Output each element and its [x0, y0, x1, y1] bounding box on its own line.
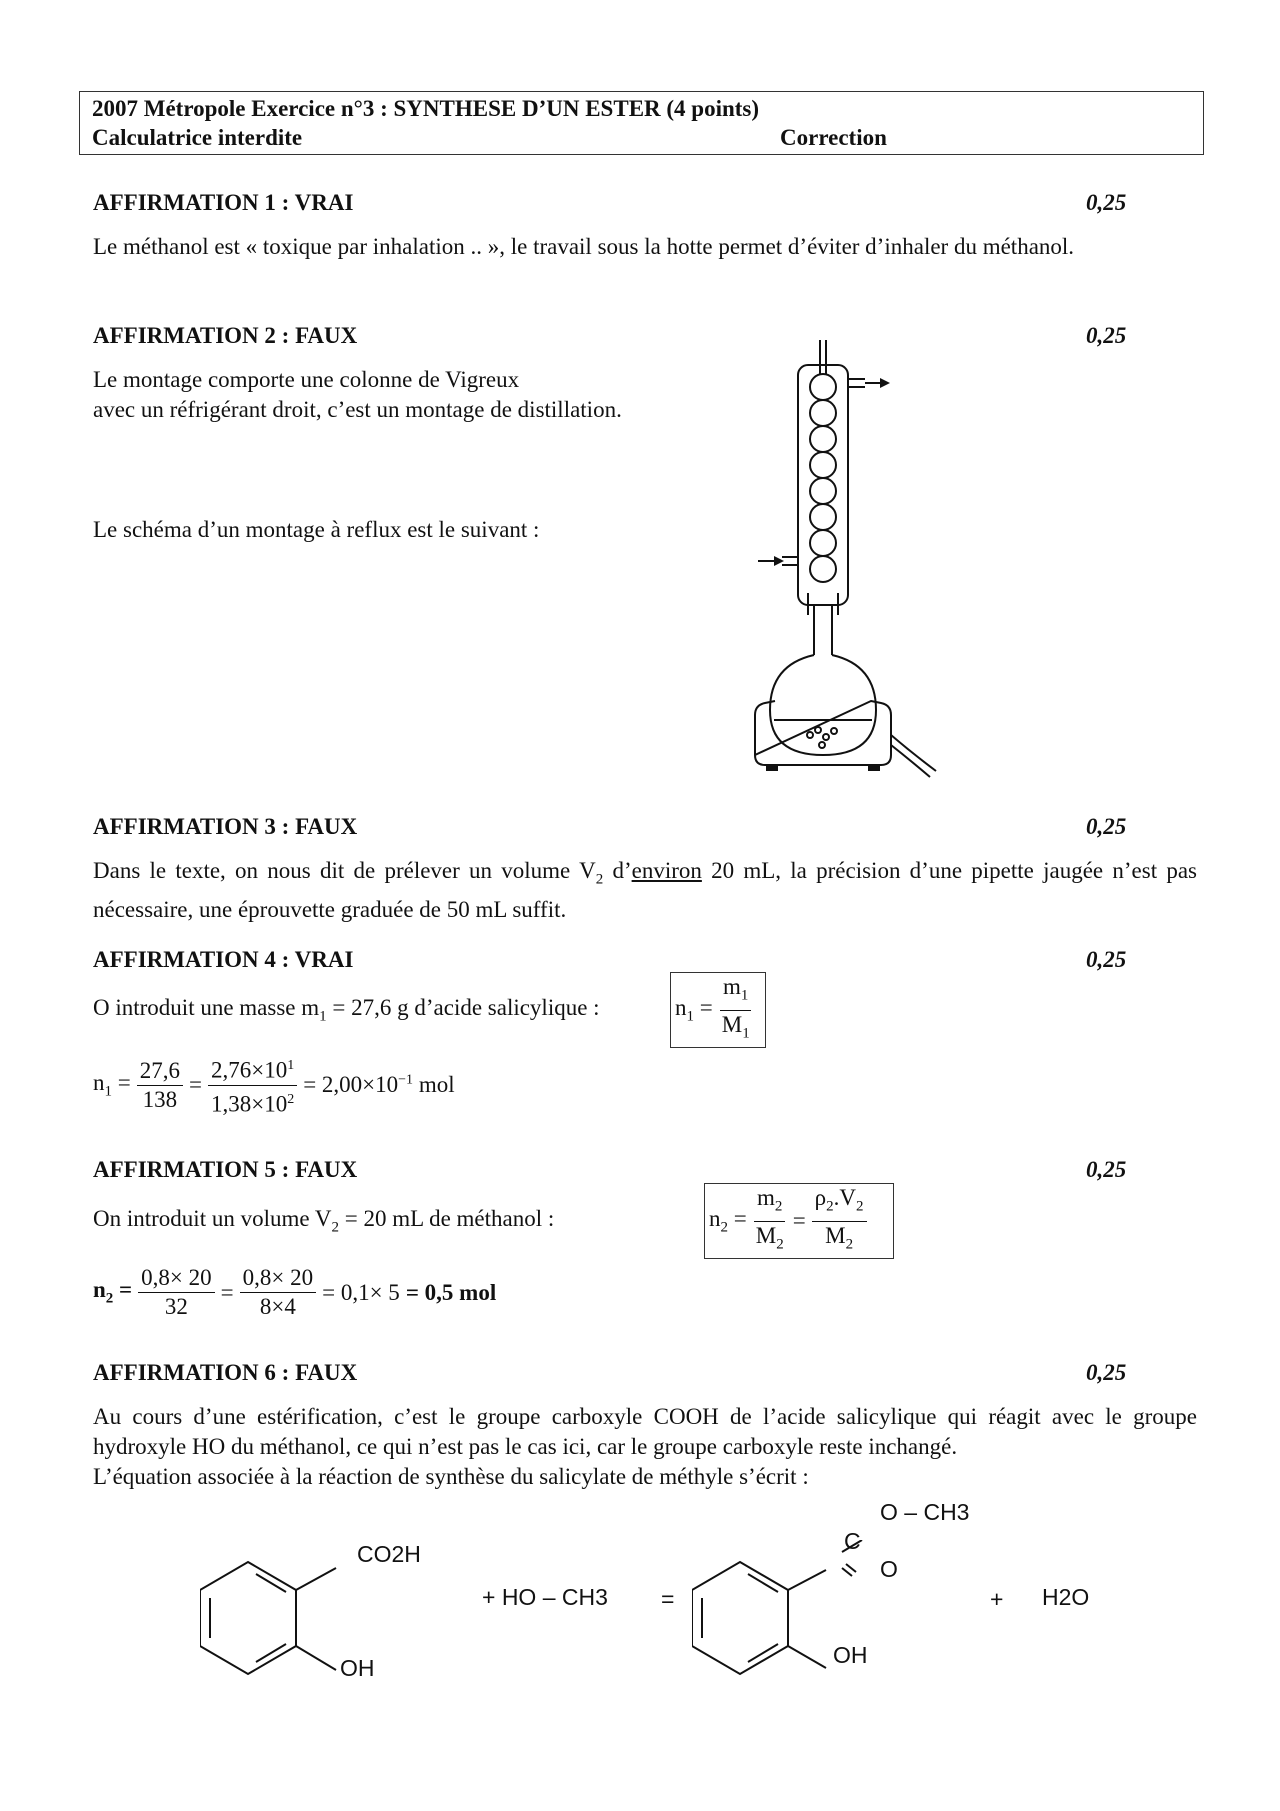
section-4-formula-box: $n_1$ = $\frac{m_1}{M_1}$: [670, 972, 766, 1048]
reflux-apparatus-diagram: [740, 335, 940, 780]
section-6-text2: L’équation associée à la réaction de synthèse du salicylate de méthyle s’écrit :: [93, 1464, 809, 1489]
section-1-text: Le méthanol est « toxique par inhalation .. », le travail sous la hotte permet d’éviter d’inhaler du méthanol.: [93, 234, 1075, 259]
section-5-formula-box: $n_2$ = $\frac{m_2}{M_2}$ = $\frac{\rho_2.V_2}{M_2}$: [704, 1183, 894, 1259]
section-4-heading: AFFIRMATION 4 : VRAI: [93, 947, 354, 972]
reactant1-oh: OH: [340, 1655, 375, 1681]
header-correction: Correction: [780, 125, 887, 150]
section-2-reflux-text: Le schéma d’un montage à reflux est le suivant :: [93, 517, 540, 542]
section-6-score: 0,25: [1086, 1360, 1127, 1385]
section-4-calculation: $n_1$ = $\frac{27,6}{138}$ = $\frac{2,76\times 10^1}{1,38\times 10^2}$ = $2,00\times 10^{-1}$ mol: [93, 1052, 455, 1118]
section-4-intro: O introduit une masse $m_1 = 27,6$ g d’acide salicylique :: [93, 995, 600, 1025]
section-2-score: 0,25: [1086, 323, 1127, 348]
section-2-line2: avec un réfrigérant droit, c’est un montage de distillation.: [93, 397, 622, 422]
section-2-heading: AFFIRMATION 2 : FAUX: [93, 323, 358, 348]
equation-equals: =: [661, 1586, 675, 1612]
header-box: [79, 91, 1204, 155]
salicylic-acid-ring: [200, 1560, 340, 1680]
product-carbonyl-o: O: [880, 1556, 898, 1582]
reactant2-methanol: + HO – CH3: [482, 1584, 608, 1610]
section-5-intro: On introduit un volume $V_2 = 20$ mL de méthanol :: [93, 1206, 555, 1236]
section-3-heading: AFFIRMATION 3 : FAUX: [93, 814, 358, 839]
product-o-ch3: O – CH3: [880, 1499, 970, 1525]
product-oh: OH: [833, 1642, 868, 1668]
header-title: 2007 Métropole Exercice n°3 : SYNTHESE D’UN ESTER (4 points): [92, 96, 760, 121]
reactant1-co2h: CO2H: [357, 1541, 421, 1567]
section-5-heading: AFFIRMATION 5 : FAUX: [93, 1157, 358, 1182]
product-water: H2O: [1042, 1584, 1090, 1610]
section-1-score: 0,25: [1086, 190, 1127, 215]
section-6-heading: AFFIRMATION 6 : FAUX: [93, 1360, 358, 1385]
section-1-heading: AFFIRMATION 1 : VRAI: [93, 190, 354, 215]
section-3-text: Dans le texte, on nous dit de prélever un volume $V_2$ d’environ 20 mL, la précision d’une pipette jaugée n’est pas nécessaire, une éprouvette graduée de 50 mL suffit.: [93, 858, 1197, 922]
section-3-score: 0,25: [1086, 814, 1127, 839]
section-5-calculation: $n_2$ = $\frac{0,8\times 20}{32}$ = $\frac{0,8\times 20}{8\times 4}$ = 0,1× 5 = 0,5 mol: [93, 1265, 497, 1319]
product-carbon: C: [844, 1528, 861, 1554]
section-5-score: 0,25: [1086, 1157, 1127, 1182]
section-4-score: 0,25: [1086, 947, 1127, 972]
equation-plus: +: [990, 1586, 1004, 1612]
methyl-salicylate-ring: [692, 1540, 902, 1680]
header-subtitle: Calculatrice interdite: [92, 125, 303, 150]
section-2-line1: Le montage comporte une colonne de Vigreux: [93, 367, 520, 392]
section-6-text: Au cours d’une estérification, c’est le groupe carboxyle COOH de l’acide salicylique qui réagit avec le groupe hydroxyle HO du méthanol, ce qui n’est pas le cas ici, car le groupe carboxyle reste inchangé.: [93, 1404, 1197, 1459]
